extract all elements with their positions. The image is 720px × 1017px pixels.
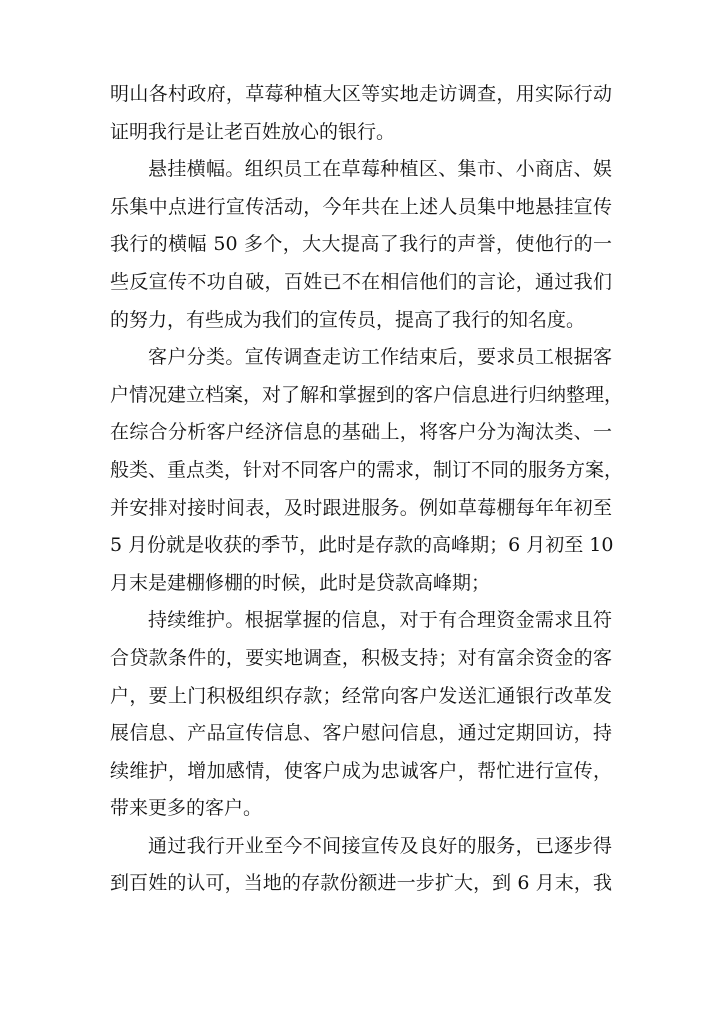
text-line: 证明我行是让老百姓放心的银行。 [110,120,396,143]
text-line: 月末是建棚修棚的时候，此时是贷款高峰期； [110,571,491,594]
text-line: 5 月份就是收获的季节，此时是存款的高峰期；6 月初至 10 [110,534,614,557]
text-line: 些反宣传不功自破，百姓已不在相信他们的言论，通过我们 [110,270,612,293]
text-line: 般类、重点类，针对不同客户的需求，制订不同的服务方案， [110,458,624,481]
text-line: 乐集中点进行宣传活动，今年共在上述人员集中地悬挂宣传 [110,195,612,218]
text-line: 持续维护。根据掌握的信息，对于有合理资金需求且符 [148,609,612,632]
text-line: 在综合分析客户经济信息的基础上，将客户分为淘汰类、一 [110,421,612,444]
text-line: 户情况建立档案，对了解和掌握到的客户信息进行归纳整理， [110,383,624,406]
text-line: 展信息、产品宣传信息、客户慰问信息，通过定期回访，持 [110,722,612,745]
text-line: 续维护，增加感情，使客户成为忠诚客户，帮忙进行宣传， [110,759,612,782]
text-line: 明山各村政府，草莓种植大区等实地走访调查，用实际行动 [110,83,612,105]
text-line: 我行的横幅 50 多个，大大提高了我行的声誉，使他行的一 [110,233,612,256]
text-line: 到百姓的认可，当地的存款份额进一步扩大，到 6 月末，我 [110,872,612,895]
text-line: 客户分类。宣传调查走访工作结束后，要求员工根据客 [148,346,612,369]
text-line: 带来更多的客户。 [110,797,263,820]
body-text [110,76,624,903]
text-line: 悬挂横幅。组织员工在草莓种植区、集市、小商店、娱 [148,158,612,181]
text-line: 合贷款条件的，要实地调查，积极支持；对有富余资金的客 [110,646,612,669]
text-line: 并安排对接时间表，及时跟进服务。例如草莓棚每年年初至 [110,496,612,519]
text-line: 通过我行开业至今不间接宣传及良好的服务，已逐步得 [148,834,612,857]
text-line: 户，要上门积极组织存款；经常向客户发送汇通银行改革发 [110,684,612,707]
text-line: 的努力，有些成为我们的宣传员，提高了我行的知名度。 [110,308,586,331]
